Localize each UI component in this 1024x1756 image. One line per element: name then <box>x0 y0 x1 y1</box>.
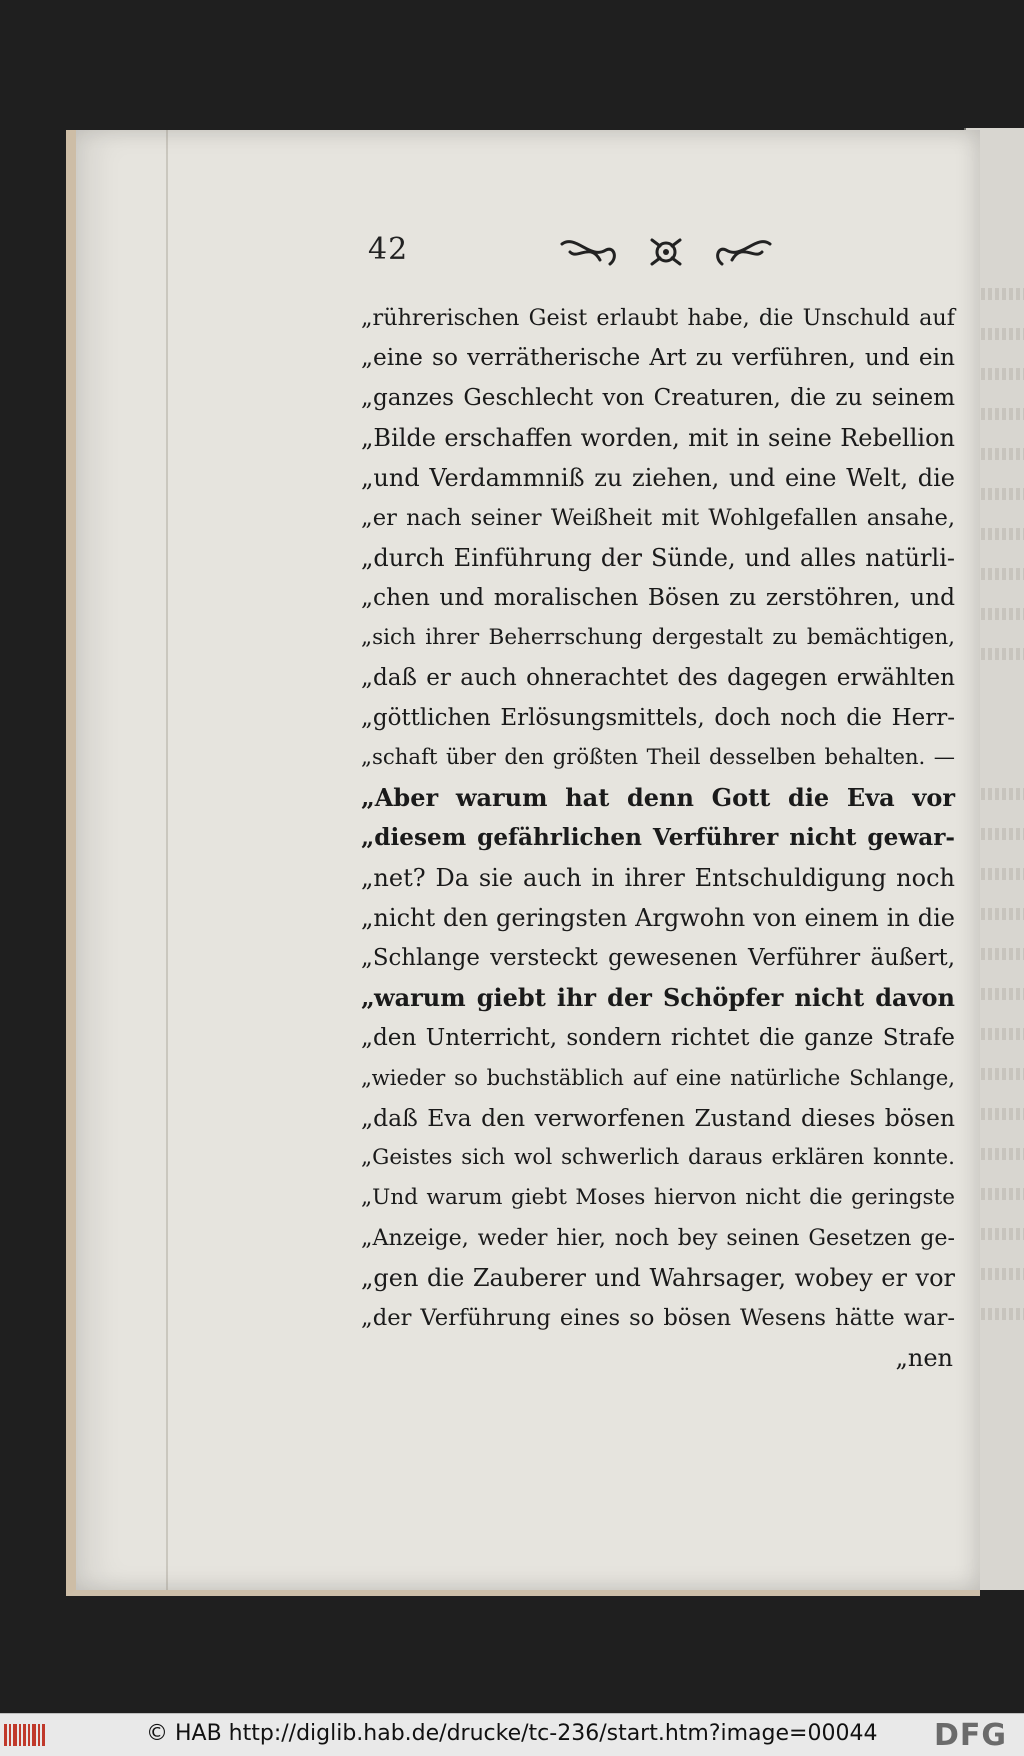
text-line: „daß er auch ohnerachtet des dagegen erwählten <box>361 665 955 691</box>
text-line: „göttlichen Erlösungsmittels, doch noch die Herr- <box>361 705 955 731</box>
text-line: „Anzeige, weder hier, noch bey seinen Gesetzen ge- <box>361 1225 955 1251</box>
text-line: „Und warum giebt Moses hiervon nicht die geringste <box>361 1185 955 1210</box>
text-line: „warum giebt ihr der Schöpfer nicht davon <box>361 983 955 1012</box>
copyright-url: © HAB http://diglib.hab.de/drucke/tc-236/start.htm?image=00044 <box>146 1721 878 1746</box>
footer-bar <box>0 1713 1024 1756</box>
text-line: „eine so verrätherische Art zu verführen, und ein <box>361 344 955 371</box>
text-line: „chen und moralischen Bösen zu zerstöhren, und <box>361 584 955 611</box>
text-line: „wieder so buchstäblich auf eine natürliche Schlange, <box>361 1065 955 1090</box>
text-line: „daß Eva den verworfenen Zustand dieses bösen <box>361 1104 955 1132</box>
dfg-logo: DFG <box>934 1718 1008 1753</box>
text-line: „Geistes sich wol schwerlich daraus erklären konnte. <box>361 1145 955 1170</box>
text-line: „Schlange versteckt gewesenen Verführer äußert, <box>361 945 955 971</box>
text-line: „rührerischen Geist erlaubt habe, die Unschuld auf <box>361 305 955 331</box>
text-line: „den Unterricht, sondern richtet die ganze Strafe <box>361 1025 955 1051</box>
text-line: „durch Einführung der Sünde, und alles natürli- <box>361 544 955 572</box>
text-line: „ganzes Geschlecht von Creaturen, die zu seinem <box>361 385 955 411</box>
text-line: „und Verdammniß zu ziehen, und eine Welt, die <box>361 464 955 492</box>
page-number: 42 <box>368 232 409 267</box>
book-page <box>66 130 980 1596</box>
text-line: „net? Da sie auch in ihrer Entschuldigung noch <box>361 864 955 892</box>
text-line: „nicht den geringsten Argwohn von einem in die <box>361 904 955 932</box>
text-line: „er nach seiner Weißheit mit Wohlgefallen ansahe, <box>361 505 955 531</box>
text-line: „der Verführung eines so bösen Wesens hätte war- <box>361 1305 955 1331</box>
text-line: „schaft über den größten Theil desselben behalten. — <box>361 745 955 770</box>
catchword: „nen <box>895 1344 953 1372</box>
text-line: „diesem gefährlichen Verführer nicht gewar- <box>361 824 955 851</box>
text-line: „gen die Zauberer und Wahrsager, wobey er vor <box>361 1264 955 1292</box>
floral-ornament-icon <box>556 230 776 274</box>
text-line: „sich ihrer Beherrschung dergestalt zu bemächtigen, <box>361 625 955 650</box>
text-line: „Bilde erschaffen worden, mit in seine Rebellion <box>361 424 955 452</box>
main-text-block <box>361 298 955 1378</box>
hab-barcode-logo-icon <box>4 1722 48 1748</box>
text-line: „Aber warum hat denn Gott die Eva vor <box>361 783 955 812</box>
